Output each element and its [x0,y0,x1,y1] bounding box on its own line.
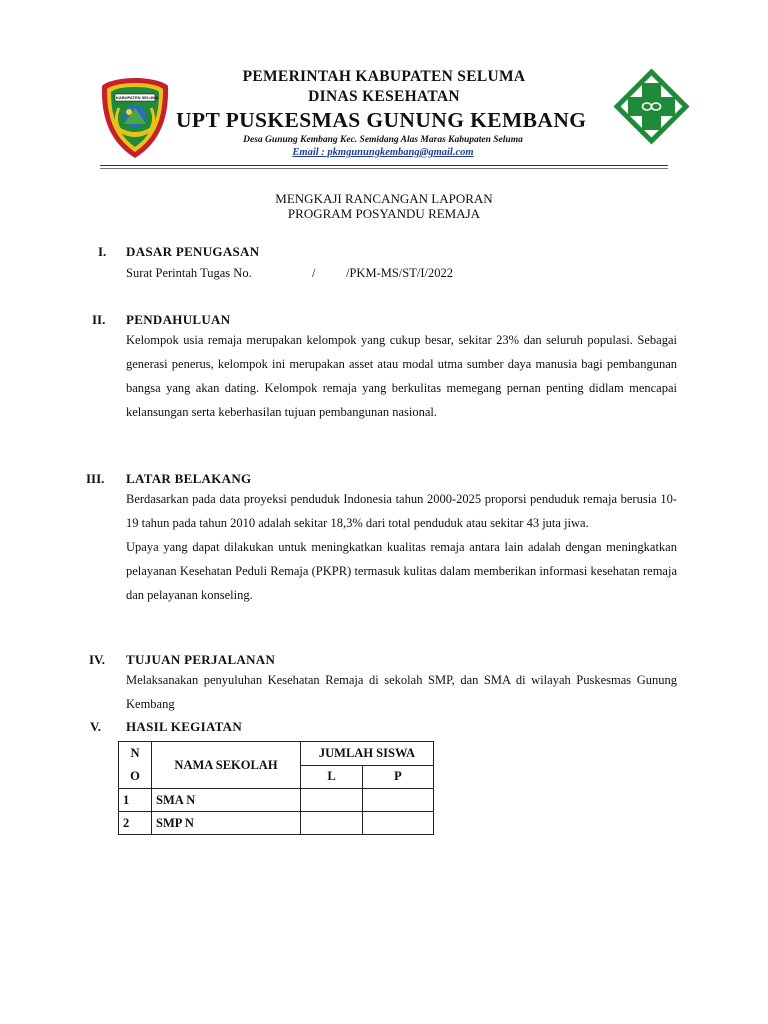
header-no-bottom: O [130,769,140,783]
row-no: 1 [119,789,152,812]
section-5-number: V. [90,719,101,734]
section-1-heading: DASAR PENUGASAN [126,244,260,259]
row-no: 2 [119,812,152,835]
letterhead-rule [100,165,668,166]
section-3-body [126,487,677,607]
letterhead-department: DINAS KESEHATAN [308,88,460,105]
row-school: SMA N [152,789,301,812]
header-p: P [363,765,434,789]
paragraph: Berdasarkan pada data proyeksi penduduk Indonesia tahun 2000-2025 proporsi penduduk remaja berusia 10-19 tahun pada tahun 2010 adalah sekitar 18,3% dari total penduduk atau sekitar 43 juta jiwa. [126,492,677,530]
section-4-heading: TUJUAN PERJALANAN [126,652,276,667]
paragraph: Melaksanakan penyuluhan Kesehatan Remaja di sekolah SMP, dan SMA di wilayah Puskesmas Gunung Kembang [126,673,677,711]
section-3-heading: LATAR BELAKANG [126,471,252,486]
row-l [301,812,363,835]
paragraph: Upaya yang dapat dilakukan untuk meningkatkan kualitas remaja antara lain adalah dengan meningkatkan pelayanan Kesehatan Peduli Remaja (PKPR) termasuk kulitas dalam memberikan informasi kesehatan remaja dan pelayanan konseling. [126,540,677,602]
letterhead-institution: UPT PUSKESMAS GUNUNG KEMBANG [176,108,587,132]
section-2-heading: PENDAHULUAN [126,312,231,327]
header-no [119,742,152,789]
header-school-name: NAMA SEKOLAH [152,742,301,789]
section-1-number: I. [98,244,107,259]
results-table [118,741,434,835]
document-title-line2: PROGRAM POSYANDU REMAJA [287,206,481,221]
row-l [301,789,363,812]
reference-code: /PKM-MS/ST/I/2022 [346,266,453,280]
row-p [363,812,434,835]
header-l: L [301,765,363,789]
section-4-number: IV. [89,652,106,667]
document-title-line1: MENGKAJI RANCANGAN LAPORAN [275,191,493,206]
letterhead-address: Desa Gunung Kembang Kec. Semidang Alas Maras Kabupaten Seluma [243,135,523,145]
section-2-body [126,328,677,424]
row-school: SMP N [152,812,301,835]
row-p [363,789,434,812]
section-5-heading: HASIL KEGIATAN [126,719,243,734]
reference-label: Surat Perintah Tugas No. [126,266,252,280]
table-row [119,789,434,812]
letterhead-rule-thin [100,168,668,169]
paragraph: Kelompok usia remaja merupakan kelompok yang cukup besar, sekitar 23% dan seluruh populasi. Sebagai generasi penerus, kelompok ini merupakan asset atau modal utma sumber daya manusia bagi pembangunan bangsa yang akan dating. Kelompok remaja yang berkulitas memegang pernan penting didlam mencapai kelansungan serta keberhasilan tujuan pembangunan nasional. [126,333,677,419]
header-no-top: N [130,746,140,760]
section-3-number: III. [86,471,105,486]
section-2-number: II. [92,312,106,327]
table-header-row [119,742,434,766]
letterhead-email: Email : pkmgunungkembang@gmail.com [292,147,474,158]
logo-banner-text: KABUPATEN SELUMA [116,95,159,100]
header-student-count: JUMLAH SISWA [301,742,434,766]
table-row [119,812,434,835]
letterhead-government: PEMERINTAH KABUPATEN SELUMA [242,68,526,85]
reference-slash: / [312,266,316,280]
section-4-body [126,668,677,716]
